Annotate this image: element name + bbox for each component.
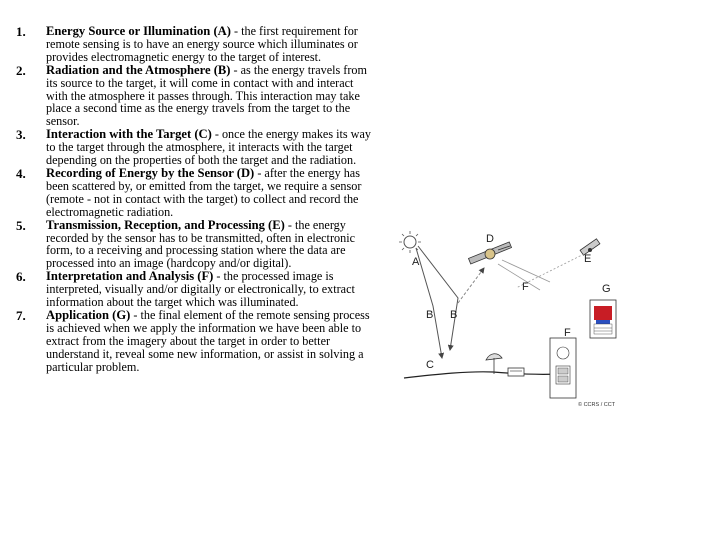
list-item-text: - the first requirement for remote sensing is to have an energy source which illuminates or provides electromagnetic energy to the target of interest.	[46, 24, 358, 64]
ground-line	[404, 372, 558, 378]
list-item-title: Energy Source or Illumination (A)	[46, 24, 231, 38]
list-item-number: 5.	[16, 217, 26, 233]
label-f-2: F	[564, 327, 571, 339]
list-item	[16, 270, 376, 309]
list-item-text: - the energy recorded by the sensor has to be transmitted, often in electronic form, to a receiving and processing station where the data are processed into an image (hardcopy and/or digital).	[46, 217, 355, 271]
list-item	[16, 309, 376, 374]
target-house-icon	[508, 368, 524, 376]
list-item-text: - as the energy travels from its source to the target, it will come in contact with and interact with the atmosphere it passes through. This interaction may take place a second time as the energy travels from the target to the sensor.	[46, 62, 367, 129]
list-item-text: - the processed image is interpreted, visually and/or digitally or electronically, to extract information about the target which was illuminated.	[46, 269, 355, 310]
list-item-title: Application (G)	[46, 307, 131, 322]
list-item	[16, 167, 376, 219]
label-b-1: B	[426, 309, 434, 321]
list-item-title: Radiation and the Atmosphere (B)	[46, 62, 231, 77]
list-item-body	[46, 309, 376, 374]
remote-sensing-steps-list	[16, 25, 376, 373]
satellite-icon	[468, 242, 511, 264]
list-item-body	[46, 128, 376, 167]
list-item-title: Interpretation and Analysis (F)	[46, 269, 214, 284]
list-item	[16, 25, 376, 64]
list-item-text: - the final element of the remote sensing process is achieved when we apply the information we have been able to extract from the imagery about the target in order to better understand it, reveal some new information, or assist in solving a particular problem.	[46, 307, 370, 374]
list-item	[16, 64, 376, 129]
list-item-number: 1.	[16, 24, 26, 39]
list-item-title: Transmission, Reception, and Processing (E)	[46, 217, 285, 232]
list-item	[16, 219, 376, 271]
processing-station-icon	[550, 338, 576, 398]
label-g: G	[602, 283, 611, 295]
ground-station-dish-icon	[486, 354, 502, 374]
label-a: A	[412, 256, 420, 268]
copyright-text: © CCRS / CCT	[578, 402, 616, 408]
sun-icon	[399, 231, 421, 253]
label-b-2: B	[450, 309, 458, 321]
list-item-title: Interaction with the Target (C)	[46, 127, 212, 142]
label-c: C	[426, 359, 434, 371]
list-item-number: 4.	[16, 165, 26, 181]
reflected-signal	[458, 268, 484, 303]
list-item-number: 2.	[16, 62, 26, 78]
radiation-ray-a	[416, 248, 442, 358]
remote-sensing-diagram	[398, 228, 630, 413]
list-item-number: 6.	[16, 269, 26, 285]
list-item-body	[46, 167, 376, 219]
label-f-1: F	[522, 281, 529, 293]
list-item-number: 7.	[16, 307, 26, 323]
list-item-number: 3.	[16, 127, 26, 143]
label-d: D	[486, 233, 494, 245]
list-item-body	[46, 219, 376, 271]
list-item-text: - once the energy makes its way to the target through the atmosphere, it interacts with the target depending on the properties of both the target and the radiation.	[46, 127, 371, 168]
list-item-text: - after the energy has been scattered by, or emitted from the target, we require a sensor (remote - not in contact with the target) to collect and record the electromagnetic radiation.	[46, 165, 362, 219]
list-item-body	[46, 270, 376, 309]
list-item-body	[46, 25, 376, 64]
label-e: E	[584, 253, 592, 265]
image-product-icon	[590, 300, 616, 338]
list-item-body	[46, 64, 376, 129]
list-item	[16, 128, 376, 167]
list-item-title: Recording of Energy by the Sensor (D)	[46, 165, 255, 180]
